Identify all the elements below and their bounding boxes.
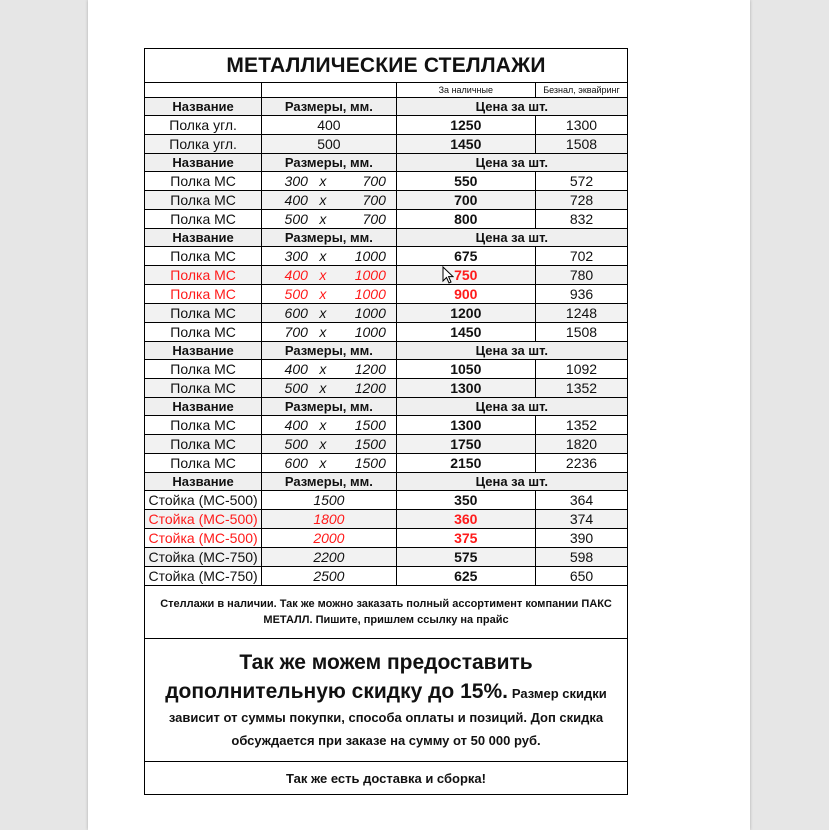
title-row (145, 49, 628, 83)
promo-cell (145, 639, 628, 762)
page-title: МЕТАЛЛИЧЕСКИЕ СТЕЛЛАЖИ (145, 49, 628, 83)
item-name: Полка МС (145, 360, 262, 379)
price-card: 702 (536, 247, 628, 266)
item-size (262, 285, 396, 304)
header-row (145, 154, 628, 172)
price-cash: 1750 (396, 435, 535, 454)
table-row (145, 360, 628, 379)
availability-note: Стеллажи в наличии. Так же можно заказать полный ассортимент компании ПАКС МЕТАЛЛ. Пишите, пришлем ссылку на прайс (145, 586, 628, 639)
header-price: Цена за шт. (396, 154, 627, 172)
size-width: 500 (284, 211, 308, 227)
size-separator: x (319, 380, 327, 396)
size-width: 500 (284, 436, 308, 452)
size-length: 1000 (354, 324, 386, 340)
price-cash: 350 (396, 491, 535, 510)
price-cash: 750 (396, 266, 535, 285)
item-name: Полка МС (145, 416, 262, 435)
size-separator: x (319, 361, 327, 377)
size-length: 1000 (354, 267, 386, 283)
item-name: Стойка (МС-500) (145, 529, 262, 548)
price-cash: 1050 (396, 360, 535, 379)
item-name: Полка МС (145, 247, 262, 266)
size-length: 1500 (354, 417, 386, 433)
item-size (262, 323, 396, 342)
table-row (145, 510, 628, 529)
price-card: 364 (536, 491, 628, 510)
item-name: Полка угл. (145, 116, 262, 135)
header-name: Название (145, 342, 262, 360)
item-name: Стойка (МС-750) (145, 567, 262, 586)
delivery-note: Так же есть доставка и сборка! (145, 762, 628, 795)
price-card: 780 (536, 266, 628, 285)
header-price: Цена за шт. (396, 98, 627, 116)
size-width: 500 (284, 380, 308, 396)
item-name: Полка МС (145, 323, 262, 342)
header-price: Цена за шт. (396, 229, 627, 247)
size-separator: x (319, 455, 327, 471)
size-separator: x (319, 417, 327, 433)
size-length: 700 (362, 173, 386, 189)
table-row (145, 172, 628, 191)
item-name: Полка МС (145, 435, 262, 454)
header-row (145, 398, 628, 416)
price-card: 1352 (536, 379, 628, 398)
table-row (145, 454, 628, 473)
price-cash: 625 (396, 567, 535, 586)
header-row (145, 473, 628, 491)
cash-subheader: За наличные (396, 83, 535, 98)
item-name: Стойка (МС-500) (145, 491, 262, 510)
price-card: 832 (536, 210, 628, 229)
size-separator: x (319, 436, 327, 452)
price-cash: 550 (396, 172, 535, 191)
table-row (145, 210, 628, 229)
size-length: 1000 (354, 286, 386, 302)
header-price: Цена за шт. (396, 398, 627, 416)
price-card: 1092 (536, 360, 628, 379)
item-size (262, 379, 396, 398)
price-cash: 1300 (396, 416, 535, 435)
item-name: Полка МС (145, 454, 262, 473)
price-card: 1820 (536, 435, 628, 454)
table-row (145, 304, 628, 323)
size-width: 400 (284, 267, 308, 283)
card-subheader: Безнал, эквайринг (536, 83, 628, 98)
header-name: Название (145, 398, 262, 416)
size-separator: x (319, 286, 327, 302)
item-name: Полка МС (145, 172, 262, 191)
header-row (145, 342, 628, 360)
size-separator: x (319, 211, 327, 227)
item-size: 2200 (262, 548, 396, 567)
item-name: Полка МС (145, 191, 262, 210)
item-name: Полка МС (145, 210, 262, 229)
size-width: 500 (284, 286, 308, 302)
item-size: 1800 (262, 510, 396, 529)
header-price: Цена за шт. (396, 473, 627, 491)
document-page (88, 0, 750, 830)
price-cash: 675 (396, 247, 535, 266)
price-card: 2236 (536, 454, 628, 473)
price-cash: 1250 (396, 116, 535, 135)
size-width: 300 (284, 173, 308, 189)
item-size (262, 266, 396, 285)
price-card: 1508 (536, 323, 628, 342)
table-row (145, 323, 628, 342)
item-size (262, 191, 396, 210)
price-card: 1508 (536, 135, 628, 154)
item-size (262, 172, 396, 191)
table-row (145, 191, 628, 210)
item-name: Полка МС (145, 379, 262, 398)
footer-row (145, 762, 628, 795)
header-name: Название (145, 98, 262, 116)
item-name: Полка МС (145, 266, 262, 285)
size-separator: x (319, 305, 327, 321)
item-size (262, 304, 396, 323)
payment-subheader-row (145, 83, 628, 98)
size-length: 1000 (354, 248, 386, 264)
price-cash: 360 (396, 510, 535, 529)
price-cash: 2150 (396, 454, 535, 473)
header-name: Название (145, 154, 262, 172)
item-size (262, 210, 396, 229)
price-card: 598 (536, 548, 628, 567)
table-row (145, 379, 628, 398)
table-row (145, 116, 628, 135)
price-card: 650 (536, 567, 628, 586)
table-row (145, 529, 628, 548)
size-length: 700 (362, 192, 386, 208)
size-length: 1200 (354, 361, 386, 377)
item-size (262, 454, 396, 473)
size-length: 1500 (354, 455, 386, 471)
header-size: Размеры, мм. (262, 473, 396, 491)
price-cash: 1200 (396, 304, 535, 323)
table-row (145, 548, 628, 567)
price-card: 1352 (536, 416, 628, 435)
item-size: 1500 (262, 491, 396, 510)
price-card: 1248 (536, 304, 628, 323)
item-size: 2000 (262, 529, 396, 548)
header-size: Размеры, мм. (262, 398, 396, 416)
table-row (145, 247, 628, 266)
header-size: Размеры, мм. (262, 229, 396, 247)
size-width: 400 (284, 361, 308, 377)
size-length: 1500 (354, 436, 386, 452)
size-length: 1000 (354, 305, 386, 321)
price-cash: 1450 (396, 323, 535, 342)
table-row (145, 567, 628, 586)
header-name: Название (145, 229, 262, 247)
size-separator: x (319, 192, 327, 208)
item-size: 400 (262, 116, 396, 135)
size-width: 600 (284, 455, 308, 471)
size-width: 400 (284, 417, 308, 433)
price-table (144, 48, 628, 795)
table-row (145, 435, 628, 454)
table-row (145, 416, 628, 435)
price-cash: 575 (396, 548, 535, 567)
item-size (262, 247, 396, 266)
item-name: Полка МС (145, 285, 262, 304)
header-price: Цена за шт. (396, 342, 627, 360)
mouse-cursor-icon (442, 266, 454, 284)
table-row (145, 135, 628, 154)
item-name: Полка угл. (145, 135, 262, 154)
promo-details: Размер скидки зависит от суммы покупки, способа оплаты и позиций. Доп скидка обсуждается при заказе на сумму от 50 000 руб. (168, 686, 607, 748)
size-length: 1200 (354, 380, 386, 396)
size-separator: x (319, 173, 327, 189)
price-card: 728 (536, 191, 628, 210)
header-name: Название (145, 473, 262, 491)
availability-note-row (145, 586, 628, 639)
size-width: 300 (284, 248, 308, 264)
promo-row (145, 639, 628, 762)
item-size: 2500 (262, 567, 396, 586)
price-cash: 800 (396, 210, 535, 229)
header-row (145, 98, 628, 116)
item-size (262, 416, 396, 435)
header-size: Размеры, мм. (262, 154, 396, 172)
price-cash: 1450 (396, 135, 535, 154)
size-separator: x (319, 248, 327, 264)
price-card: 936 (536, 285, 628, 304)
price-card: 572 (536, 172, 628, 191)
price-cash: 375 (396, 529, 535, 548)
size-separator: x (319, 267, 327, 283)
item-size (262, 435, 396, 454)
item-name: Полка МС (145, 304, 262, 323)
size-separator: x (319, 324, 327, 340)
price-cash: 1300 (396, 379, 535, 398)
table-row (145, 266, 628, 285)
size-width: 600 (284, 305, 308, 321)
price-card: 1300 (536, 116, 628, 135)
promo-headline: Так же можем предоставить дополнительную скидку до 15%. (165, 651, 533, 703)
table-row (145, 491, 628, 510)
item-size: 500 (262, 135, 396, 154)
item-name: Стойка (МС-500) (145, 510, 262, 529)
price-cash: 900 (396, 285, 535, 304)
empty-cell (262, 83, 396, 98)
price-card: 390 (536, 529, 628, 548)
header-size: Размеры, мм. (262, 98, 396, 116)
price-cash: 700 (396, 191, 535, 210)
item-name: Стойка (МС-750) (145, 548, 262, 567)
item-size (262, 360, 396, 379)
size-length: 700 (362, 211, 386, 227)
empty-cell (145, 83, 262, 98)
price-card: 374 (536, 510, 628, 529)
header-row (145, 229, 628, 247)
size-width: 700 (284, 324, 308, 340)
size-width: 400 (284, 192, 308, 208)
table-row (145, 285, 628, 304)
header-size: Размеры, мм. (262, 342, 396, 360)
